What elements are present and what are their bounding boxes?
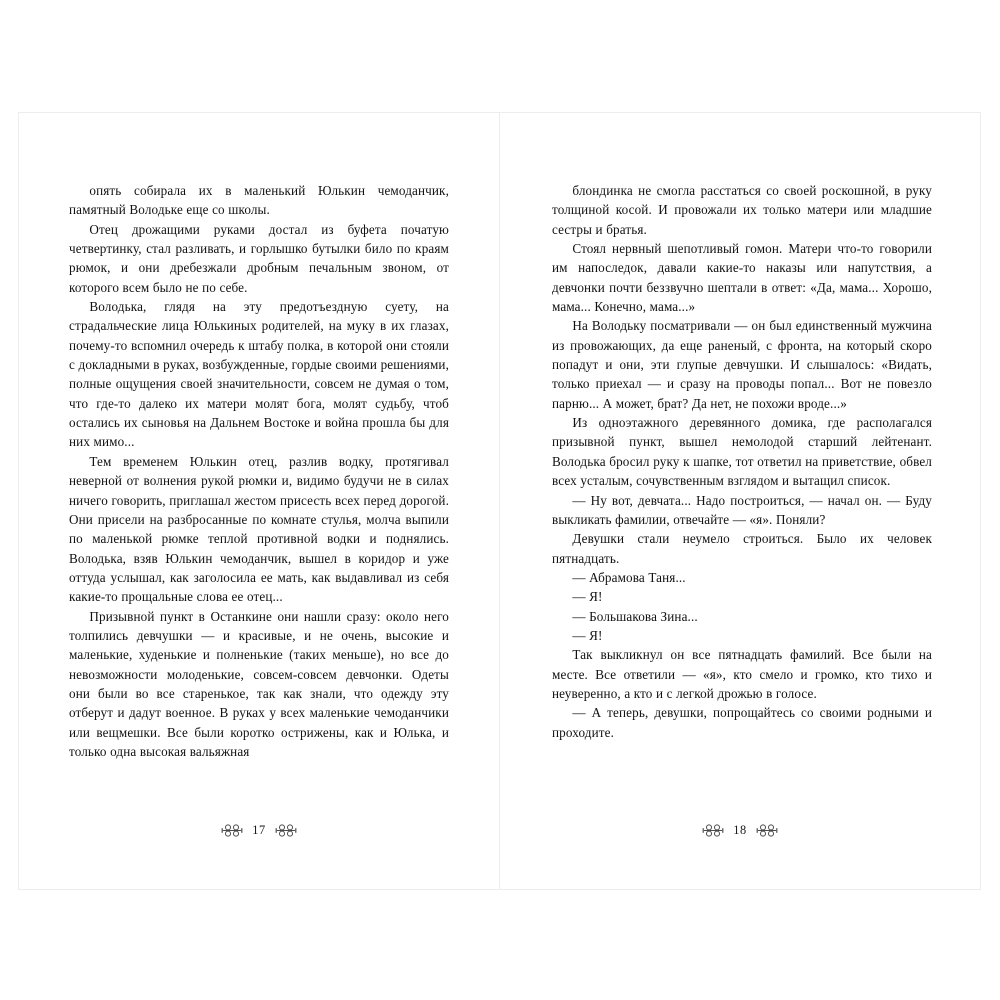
right-book-page	[499, 112, 981, 890]
paragraph: опять собирала их в маленький Юлькин чемоданчик, памятный Володьке еще со школы.	[69, 183, 449, 218]
dialogue-line: — Я!	[572, 627, 603, 643]
dialogue-line: — Я!	[572, 589, 603, 605]
paragraph: Из одноэтажного деревянного домика, где располагался призывной пункт, вышел немолодой старший лейтенант. Володька бросил руку к шапке, тот ответил на приветствие, обвел всех усталым, сочувственным взглядом и вытащил список.	[552, 415, 932, 489]
paragraph: Тем временем Юлькин отец, разлив водку, протягивал неверной от волнения рукой рюмки и, видимо будучи не в силах ничего говорить, приглашал жестом присесть всех перед дорогой. Они присели на разбросанные по комнате стулья, молча выпили по маленькой рюмке теплой противной водки и поднялись. Володька, взяв Юлькин чемоданчик, вышел в коридор и уже оттуда услышал, как заголосила ее мать, как выдавливал из себя какие-то прощальные слова ее отец...	[69, 453, 449, 605]
paragraph: Призывной пункт в Останкине они нашли сразу: около него толпились девчушки — и красивые, и не очень, высокие и маленькие, худенькие и полненькие (таких меньше), но все до невозможности молоденькие, совсем-совсем девчонки. Одеты они были во все старенькое, так как знали, что одежду эту отберут и дадут военное. В руках у всех маленькие чемоданчики или вещмешки. Все были коротко острижены, как и Юлька, и только одна высокая вальяжная	[69, 608, 449, 759]
page-number: 18	[733, 823, 747, 837]
paragraph: — А теперь, девушки, попрощайтесь со своими родными и проходите.	[552, 705, 932, 740]
left-book-page	[18, 112, 500, 890]
book-spread	[18, 112, 982, 890]
paragraph: блондинка не смогла расстаться со своей роскошной, в руку толщиной косой. И провожали их только матери или младшие сестры и братья.	[552, 183, 932, 237]
left-page-folio	[19, 823, 499, 838]
fleuron-ornament-icon	[702, 824, 724, 837]
page-number: 17	[252, 823, 266, 837]
fleuron-ornament-icon	[756, 824, 778, 837]
dialogue-line: — Большакова Зина...	[572, 608, 698, 624]
paragraph: На Володьку посматривали — он был единственный мужчина из провожающих, да еще раненый, с фронта, на который скоро попадут и они, эти глупые девчушки. И слышалось: «Видать, только приехал — и сразу на проводы попал... Вот не повезло парню... А может, брат? Да нет, не похожи вроде...»	[552, 318, 932, 411]
right-page-folio	[500, 823, 980, 838]
paragraph: — Ну вот, девчата... Надо построиться, — начал он. — Буду выкликать фамилии, отвечайте — «я». Поняли?	[552, 492, 932, 527]
fleuron-ornament-icon	[275, 824, 297, 837]
paragraph: Так выкликнул он все пятнадцать фамилий. Все были на месте. Все ответили — «я», кто смело и громко, кто тихо и неуверенно, а кто и с легкой дрожью в голосе.	[552, 647, 932, 701]
right-page-text-block	[552, 181, 932, 742]
left-page-text-block	[69, 181, 449, 761]
paragraph: Володька, глядя на эту предотъездную суету, на страдальческие лица Юлькиных родителей, на муку в их глазах, почему-то вспомнил очередь к штабу полка, в которой они стояли с докладными в руках, возбужденные, гордые своими решениями, полные ощущения своей значительности, совсем не думая о том, что где-то далеко их матери молят бога, молят судьбу, чтоб остались их сыновья на Дальнем Востоке и война прошла бы для них мимо...	[69, 299, 449, 450]
paragraph: Отец дрожащими руками достал из буфета початую четвертинку, стал разливать, и горлышко бутылки било по краям рюмок, и они дребезжали дробным печальным звоном, от которого всем было не по себе.	[69, 221, 449, 295]
dialogue-line: — Абрамова Таня...	[572, 569, 686, 585]
fleuron-ornament-icon	[221, 824, 243, 837]
paragraph: Девушки стали неумело строиться. Было их человек пятнадцать.	[552, 531, 932, 566]
paragraph: Стоял нервный шепотливый гомон. Матери что-то говорили им напоследок, давали какие-то наказы или напутствия, а девчонки почти беззвучно шептали в ответ: «Да, мама... Хорошо, мама... Конечно, мама...»	[552, 241, 932, 315]
